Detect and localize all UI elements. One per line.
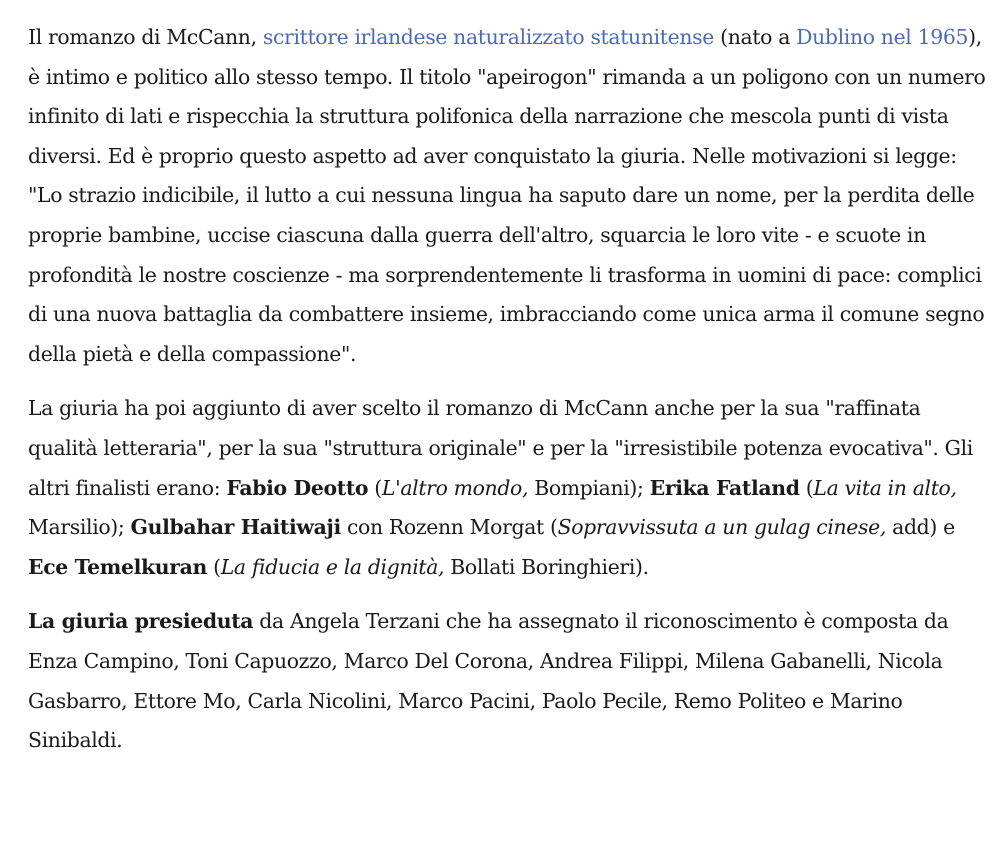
book-title: L'altro mondo,	[381, 475, 529, 500]
paragraph-2-text: Bompiani);	[528, 475, 650, 500]
paragraph-2-text: La giuria ha poi aggiunto di aver scelto il romanzo di McCann anche per la sua "raffinata qualità letteraria", per la sua "struttura originale" e per la "irresistibile potenza evocativa". Gli altri finalisti erano:	[28, 396, 973, 500]
paragraph-2-text: con Rozenn Morgat (	[340, 515, 558, 540]
paragraph-2-text: (	[206, 554, 221, 579]
paragraph-2-text: Bollati Boringhieri).	[444, 554, 649, 579]
jury-heading-text: La giuria presieduta	[28, 609, 254, 634]
book-title: La vita in alto,	[813, 475, 957, 500]
finalist-name: Ece Temelkuran	[28, 554, 207, 579]
paragraph-2	[28, 389, 990, 587]
paragraph-3	[28, 602, 990, 760]
book-title: La fiducia e la dignità,	[220, 554, 445, 579]
book-title: Sopravvissuta a un gulag cinese,	[557, 515, 886, 540]
paragraph-2-text: Marsilio);	[28, 515, 131, 540]
paragraph-1	[28, 18, 990, 374]
paragraph-2-text: add) e	[886, 515, 955, 540]
finalist-name: Erika Fatland	[649, 475, 800, 500]
link-dublin-1965[interactable]: Dublino nel 1965	[796, 25, 969, 49]
paragraph-2-text: (	[368, 475, 382, 500]
paragraph-3-text: da Angela Terzani che ha assegnato il riconoscimento è composta da Enza Campino, Toni Capuozzo, Marco Del Corona, Andrea Filippi, Milena Gabanelli, Nicola Gasbarro, Ettore Mo, Carla Nicolini, Marco Pacini, Paolo Pecile, Remo Politeo e Marino Sinibaldi.	[28, 609, 949, 753]
link-writer-bio[interactable]: scrittore irlandese naturalizzato statunitense	[262, 25, 714, 49]
paragraph-1-text-start: Il romanzo di McCann,	[28, 25, 263, 49]
paragraph-2-text: (	[799, 475, 814, 500]
article-body	[28, 18, 990, 776]
paragraph-1-text-mid: (nato a	[713, 25, 797, 49]
finalist-name: Fabio Deotto	[226, 475, 369, 500]
paragraph-1-text-end: ), è intimo e politico allo stesso tempo. Il titolo "apeirogon" rimanda a un poligono con un numero infinito di lati e rispecchia la struttura polifonica della narrazione che mescola punti di vista diversi. Ed è proprio questo aspetto ad aver conquistato la giuria. Nelle motivazioni si legge: "Lo strazio indicibile, il lutto a cui nessuna lingua ha saputo dare un nome, per la perdita delle proprie bambine, uccise ciascuna dalla guerra dell'altro, squarcia le loro vite - e scuote in profondità le nostre coscienze - ma sorprendentemente li trasforma in uomini di pace: complici di una nuova battaglia da combattere insieme, imbracciando come unica arma il comune segno della pietà e della compassione".	[28, 25, 986, 366]
finalist-name: Gulbahar Haitiwaji	[130, 515, 341, 540]
